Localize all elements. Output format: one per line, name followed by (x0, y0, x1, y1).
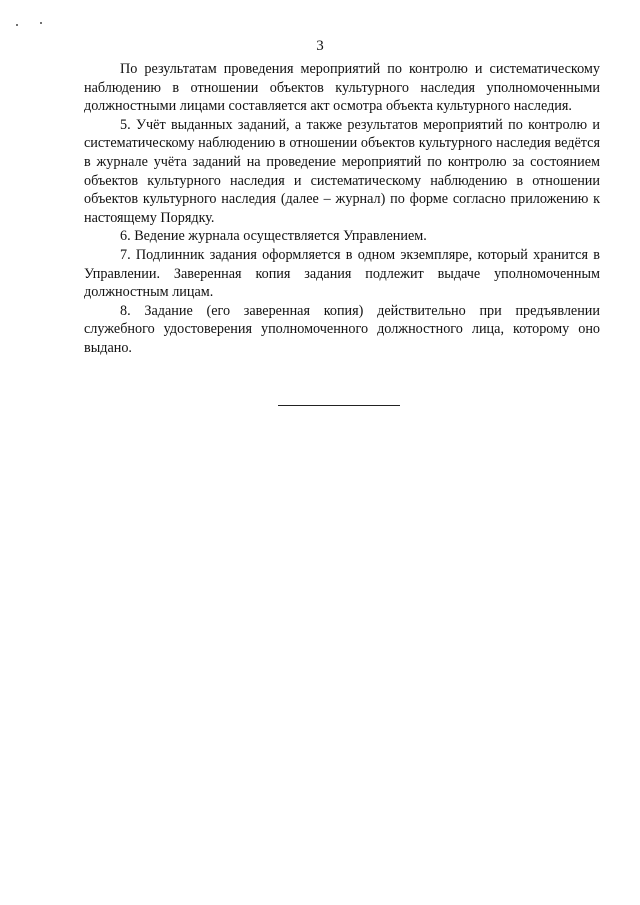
scan-speck (16, 24, 18, 26)
paragraph-7-original-copy: 7. Подлинник задания оформляется в одном экземпляре, который хранится в Управлении. Заверенная копия задания подлежит выдаче уполномоченным должностным лицам. (84, 246, 600, 301)
paragraph-5-journal-record: 5. Учёт выданных заданий, а также результатов мероприятий по контролю и систематическому наблюдению в отношении объектов культурного наследия ведётся в журнале учёта заданий на проведение мероприятий по контролю за состоянием объектов культурного наследия и систематическому наблюдению в отношении объектов культурного наследия (далее – журнал) по форме согласно приложению к настоящему Порядку. (84, 116, 600, 226)
paragraph-6-journal-management: 6. Ведение журнала осуществляется Управлением. (120, 228, 427, 245)
page-number: 3 (316, 38, 324, 54)
end-of-text-rule (278, 405, 400, 406)
paragraph-inspection-act: По результатам проведения мероприятий по контролю и систематическому наблюдению в отношении объектов культурного наследия уполномоченными должностными лицами составляется акт осмотра объекта культурного наследия. (84, 61, 600, 115)
document-body (84, 60, 600, 358)
scan-speck (40, 22, 42, 24)
paragraph-8-validity: 8. Задание (его заверенная копия) действительно при предъявлении служебного удостоверения уполномоченного должностного лица, которому оно выдано. (84, 302, 600, 356)
